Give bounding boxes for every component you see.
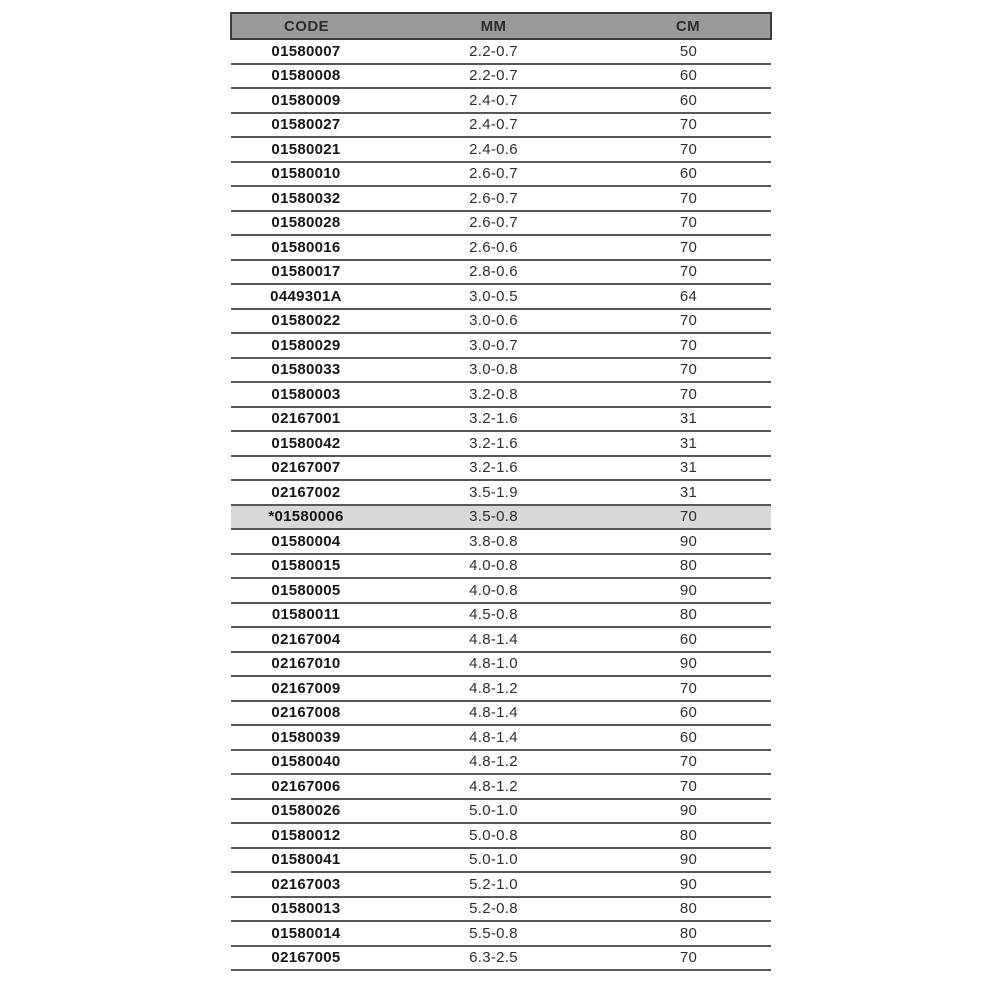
cm-cell: 70 bbox=[606, 676, 771, 701]
cm-cell: 80 bbox=[606, 554, 771, 579]
mm-cell: 4.5-0.8 bbox=[381, 603, 606, 628]
table-row bbox=[231, 113, 771, 138]
table-row bbox=[231, 480, 771, 505]
table-body bbox=[231, 39, 771, 970]
cm-cell: 70 bbox=[606, 382, 771, 407]
code-cell: 01580029 bbox=[231, 333, 381, 358]
table-row bbox=[231, 358, 771, 383]
cm-cell: 80 bbox=[606, 603, 771, 628]
code-cell: 01580042 bbox=[231, 431, 381, 456]
table-row bbox=[231, 848, 771, 873]
mm-cell: 4.8-1.4 bbox=[381, 627, 606, 652]
mm-cell: 5.0-0.8 bbox=[381, 823, 606, 848]
mm-cell: 4.8-1.2 bbox=[381, 774, 606, 799]
mm-cell: 3.2-1.6 bbox=[381, 456, 606, 481]
table-row bbox=[231, 235, 771, 260]
cm-cell: 70 bbox=[606, 309, 771, 334]
cm-cell: 70 bbox=[606, 113, 771, 138]
code-cell: 02167010 bbox=[231, 652, 381, 677]
cm-cell: 50 bbox=[606, 39, 771, 64]
code-cell: 01580015 bbox=[231, 554, 381, 579]
code-cell: 01580010 bbox=[231, 162, 381, 187]
code-cell: 01580039 bbox=[231, 725, 381, 750]
mm-cell: 4.0-0.8 bbox=[381, 578, 606, 603]
code-cell: 02167001 bbox=[231, 407, 381, 432]
mm-cell: 3.2-0.8 bbox=[381, 382, 606, 407]
table-row bbox=[231, 407, 771, 432]
table-row bbox=[231, 799, 771, 824]
code-cell: 01580011 bbox=[231, 603, 381, 628]
mm-cell: 2.2-0.7 bbox=[381, 39, 606, 64]
cm-cell: 64 bbox=[606, 284, 771, 309]
code-cell: 01580005 bbox=[231, 578, 381, 603]
code-cell: 01580009 bbox=[231, 88, 381, 113]
table-row bbox=[231, 921, 771, 946]
mm-cell: 5.2-1.0 bbox=[381, 872, 606, 897]
code-cell: 01580014 bbox=[231, 921, 381, 946]
table-row bbox=[231, 897, 771, 922]
mm-cell: 2.4-0.6 bbox=[381, 137, 606, 162]
mm-cell: 3.5-1.9 bbox=[381, 480, 606, 505]
cm-cell: 70 bbox=[606, 946, 771, 971]
mm-cell: 3.0-0.5 bbox=[381, 284, 606, 309]
mm-cell: 2.6-0.6 bbox=[381, 235, 606, 260]
code-cell: 01580008 bbox=[231, 64, 381, 89]
table-row bbox=[231, 603, 771, 628]
table-row bbox=[231, 284, 771, 309]
column-header-code: CODE bbox=[231, 13, 381, 39]
mm-cell: 4.8-1.2 bbox=[381, 750, 606, 775]
code-cell: 01580022 bbox=[231, 309, 381, 334]
cm-cell: 60 bbox=[606, 88, 771, 113]
table-row bbox=[231, 774, 771, 799]
cm-cell: 90 bbox=[606, 848, 771, 873]
code-cell: 01580003 bbox=[231, 382, 381, 407]
cm-cell: 60 bbox=[606, 725, 771, 750]
cm-cell: 70 bbox=[606, 750, 771, 775]
code-cell: 0449301A bbox=[231, 284, 381, 309]
mm-cell: 5.0-1.0 bbox=[381, 799, 606, 824]
cm-cell: 80 bbox=[606, 823, 771, 848]
mm-cell: 3.2-1.6 bbox=[381, 431, 606, 456]
mm-cell: 2.6-0.7 bbox=[381, 186, 606, 211]
cm-cell: 60 bbox=[606, 701, 771, 726]
cm-cell: 90 bbox=[606, 529, 771, 554]
table-row bbox=[231, 260, 771, 285]
table-row bbox=[231, 382, 771, 407]
code-cell: 01580026 bbox=[231, 799, 381, 824]
mm-cell: 2.6-0.7 bbox=[381, 162, 606, 187]
code-cell: 01580007 bbox=[231, 39, 381, 64]
cm-cell: 90 bbox=[606, 872, 771, 897]
table-row bbox=[231, 529, 771, 554]
table-row bbox=[231, 309, 771, 334]
table-row bbox=[231, 676, 771, 701]
code-cell: 01580033 bbox=[231, 358, 381, 383]
cm-cell: 70 bbox=[606, 186, 771, 211]
code-cell: 01580016 bbox=[231, 235, 381, 260]
table-row bbox=[231, 456, 771, 481]
mm-cell: 4.8-1.4 bbox=[381, 725, 606, 750]
code-cell: *01580006 bbox=[231, 505, 381, 530]
table-row bbox=[231, 872, 771, 897]
product-spec-table bbox=[230, 12, 772, 971]
mm-cell: 6.3-2.5 bbox=[381, 946, 606, 971]
table-row bbox=[231, 64, 771, 89]
mm-cell: 3.0-0.7 bbox=[381, 333, 606, 358]
table-row bbox=[231, 211, 771, 236]
cm-cell: 80 bbox=[606, 921, 771, 946]
cm-cell: 31 bbox=[606, 407, 771, 432]
table-row bbox=[231, 186, 771, 211]
table-row bbox=[231, 88, 771, 113]
code-cell: 01580004 bbox=[231, 529, 381, 554]
table-row bbox=[231, 750, 771, 775]
table-row bbox=[231, 946, 771, 971]
mm-cell: 3.2-1.6 bbox=[381, 407, 606, 432]
mm-cell: 2.8-0.6 bbox=[381, 260, 606, 285]
code-cell: 02167006 bbox=[231, 774, 381, 799]
table-row bbox=[231, 505, 771, 530]
table-row bbox=[231, 431, 771, 456]
code-cell: 02167004 bbox=[231, 627, 381, 652]
cm-cell: 60 bbox=[606, 627, 771, 652]
cm-cell: 70 bbox=[606, 774, 771, 799]
table-row bbox=[231, 701, 771, 726]
cm-cell: 31 bbox=[606, 480, 771, 505]
code-cell: 01580041 bbox=[231, 848, 381, 873]
cm-cell: 70 bbox=[606, 211, 771, 236]
mm-cell: 5.5-0.8 bbox=[381, 921, 606, 946]
mm-cell: 4.8-1.2 bbox=[381, 676, 606, 701]
cm-cell: 70 bbox=[606, 260, 771, 285]
code-cell: 02167009 bbox=[231, 676, 381, 701]
cm-cell: 31 bbox=[606, 456, 771, 481]
code-cell: 01580032 bbox=[231, 186, 381, 211]
mm-cell: 3.0-0.6 bbox=[381, 309, 606, 334]
code-cell: 01580040 bbox=[231, 750, 381, 775]
mm-cell: 4.8-1.4 bbox=[381, 701, 606, 726]
table-row bbox=[231, 554, 771, 579]
table-row bbox=[231, 39, 771, 64]
mm-cell: 4.8-1.0 bbox=[381, 652, 606, 677]
table-row bbox=[231, 652, 771, 677]
code-cell: 02167007 bbox=[231, 456, 381, 481]
cm-cell: 70 bbox=[606, 235, 771, 260]
cm-cell: 60 bbox=[606, 162, 771, 187]
mm-cell: 3.8-0.8 bbox=[381, 529, 606, 554]
column-header-mm: MM bbox=[381, 13, 606, 39]
cm-cell: 31 bbox=[606, 431, 771, 456]
table-row bbox=[231, 823, 771, 848]
cm-cell: 70 bbox=[606, 137, 771, 162]
column-header-cm: CM bbox=[606, 13, 771, 39]
cm-cell: 90 bbox=[606, 652, 771, 677]
cm-cell: 80 bbox=[606, 897, 771, 922]
code-cell: 01580027 bbox=[231, 113, 381, 138]
code-cell: 01580017 bbox=[231, 260, 381, 285]
mm-cell: 2.6-0.7 bbox=[381, 211, 606, 236]
table-row bbox=[231, 162, 771, 187]
cm-cell: 70 bbox=[606, 358, 771, 383]
code-cell: 01580028 bbox=[231, 211, 381, 236]
cm-cell: 90 bbox=[606, 799, 771, 824]
code-cell: 02167003 bbox=[231, 872, 381, 897]
table-row bbox=[231, 578, 771, 603]
table-row bbox=[231, 333, 771, 358]
table-row bbox=[231, 627, 771, 652]
cm-cell: 70 bbox=[606, 505, 771, 530]
code-cell: 02167002 bbox=[231, 480, 381, 505]
mm-cell: 5.0-1.0 bbox=[381, 848, 606, 873]
code-cell: 02167005 bbox=[231, 946, 381, 971]
cm-cell: 70 bbox=[606, 333, 771, 358]
cm-cell: 90 bbox=[606, 578, 771, 603]
code-cell: 01580013 bbox=[231, 897, 381, 922]
mm-cell: 2.4-0.7 bbox=[381, 88, 606, 113]
header-row bbox=[231, 13, 771, 39]
code-cell: 02167008 bbox=[231, 701, 381, 726]
table-row bbox=[231, 137, 771, 162]
cm-cell: 60 bbox=[606, 64, 771, 89]
table-row bbox=[231, 725, 771, 750]
code-cell: 01580021 bbox=[231, 137, 381, 162]
mm-cell: 2.2-0.7 bbox=[381, 64, 606, 89]
mm-cell: 4.0-0.8 bbox=[381, 554, 606, 579]
mm-cell: 2.4-0.7 bbox=[381, 113, 606, 138]
code-cell: 01580012 bbox=[231, 823, 381, 848]
mm-cell: 3.0-0.8 bbox=[381, 358, 606, 383]
mm-cell: 3.5-0.8 bbox=[381, 505, 606, 530]
mm-cell: 5.2-0.8 bbox=[381, 897, 606, 922]
